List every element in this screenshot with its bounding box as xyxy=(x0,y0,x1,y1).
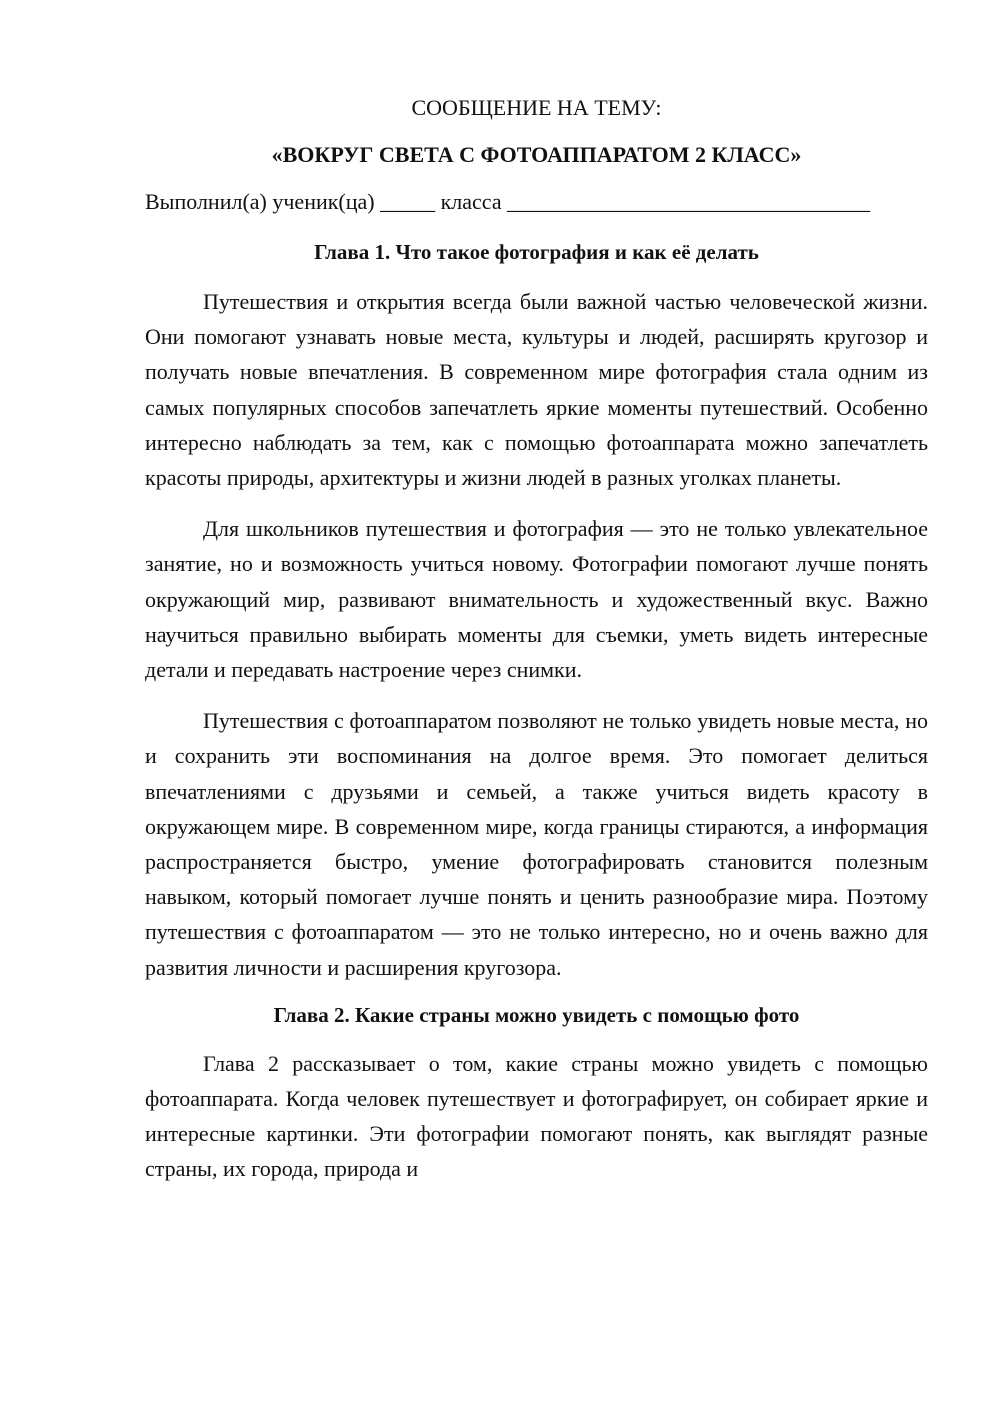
chapter-1-paragraph: Путешествия и открытия всегда были важной частью человеческой жизни. Они помогают узнавать новые места, культуры и людей, расширять кругозор и получать новые впечатления. В современном мире фотография стала одним из самых популярных способов запечатлеть яркие моменты путешествий. Особенно интересно наблюдать за тем, как с помощью фотоаппарата можно запечатлеть красоты природы, архитектуры и жизни людей в разных уголках планеты. xyxy=(145,289,928,491)
chapter-1-paragraph: Путешествия с фотоаппаратом позволяют не только увидеть новые места, но и сохранить эти воспоминания на долгое время. Это помогает делиться впечатлениями с друзьями и семьей, а также учиться видеть красоту в окружающем мире. В современном мире, когда границы стираются, а информация распространяется быстро, умение фотографировать становится полезным навыком, который помогает лучше понять и ценить разнообразие мира. Поэтому путешествия с фотоаппаратом — это не только интересно, но и очень важно для развития личности и расширения кругозора. xyxy=(145,708,928,980)
chapter-2-heading: Глава 2. Какие страны можно увидеть с помощью фото xyxy=(273,1002,800,1027)
report-title: «ВОКРУГ СВЕТА С ФОТОАППАРАТОМ 2 КЛАСС» xyxy=(271,142,802,167)
document-body xyxy=(145,90,928,1187)
chapter-2-paragraph: Глава 2 рассказывает о том, какие страны можно увидеть с помощью фотоаппарата. Когда человек путешествует и фотографирует, он собирает яркие и интересные картинки. Эти фотографии помогают понять, как выглядят разные страны, их города, природа и xyxy=(145,1050,928,1182)
author-line: Выполнил(а) ученик(ца) _____ класса _________________________________ xyxy=(145,189,871,214)
title-line-topic: СООБЩЕНИЕ НА ТЕМУ: xyxy=(411,95,662,120)
chapter-1-paragraph: Для школьников путешествия и фотография — это не только увлекательное занятие, но и возможность учиться новому. Фотографии помогают лучше понять окружающий мир, развивают внимательность и художественный вкус. Важно научиться правильно выбирать моменты для съемки, уметь видеть интересные детали и передавать настроение через снимки. xyxy=(145,516,928,683)
chapter-1-heading: Глава 1. Что такое фотография и как её делать xyxy=(314,240,759,264)
